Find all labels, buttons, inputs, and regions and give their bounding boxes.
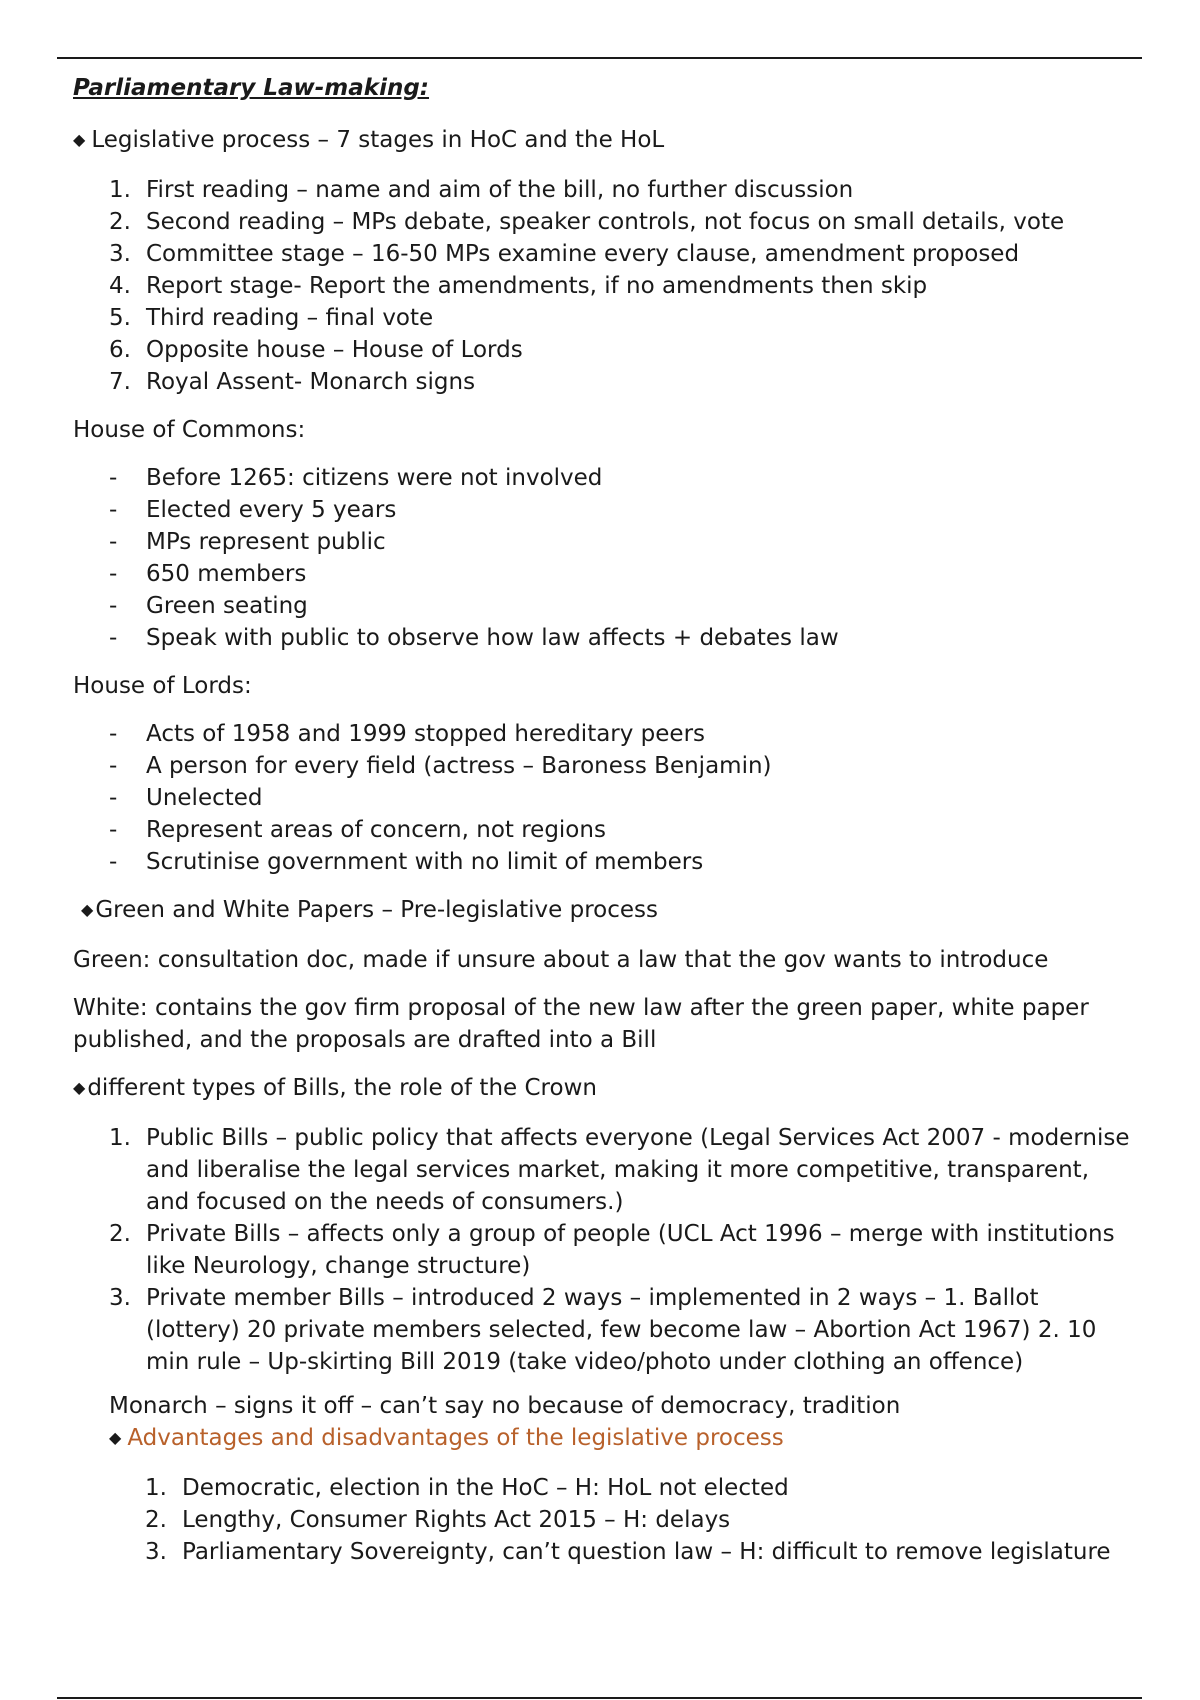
white-paper-text: White: contains the gov firm proposal of the new law after the green paper, white paper published, and the proposals are drafted into a Bill [73,995,1089,1053]
commons-heading: House of Commons: [73,417,306,443]
list-item: 4. Report stage- Report the amendments, if no amendments then skip [109,273,928,299]
black-diamond-icon: ◆ [73,130,86,149]
advantages-list [109,1472,1133,1568]
page-title: Parliamentary Law-making: [73,75,430,101]
section-papers [81,894,1133,928]
commons-list [73,462,1133,654]
bills-list [73,1122,1133,1378]
list-item: - A person for every field (actress – Baroness Benjamin) [109,753,772,779]
section-legislative-process [73,124,1133,158]
black-diamond-icon: ◆ [81,900,94,919]
list-item: - MPs represent public [109,529,386,555]
list-item: 2. Private Bills – affects only a group of people (UCL Act 1996 – merge with institutions like Neurology, change structure) [109,1221,1115,1279]
stages-list [73,174,1133,398]
list-item: - Represent areas of concern, not regions [109,817,606,843]
section-heading: Legislative process – 7 stages in HoC and the HoL [91,127,665,153]
section-heading: different types of Bills, the role of the Crown [87,1075,597,1101]
black-diamond-icon: ◆ [73,1078,86,1097]
top-rule [57,57,1142,59]
list-item: - Scrutinise government with no limit of members [109,849,704,875]
section-advantages [109,1422,1133,1456]
list-item: - Acts of 1958 and 1999 stopped hereditary peers [109,721,706,747]
section-heading: Green and White Papers – Pre-legislative process [95,897,659,923]
list-item: - Green seating [109,593,308,619]
list-item: 3. Committee stage – 16-50 MPs examine every clause, amendment proposed [109,241,1020,267]
list-item: - Before 1265: citizens were not involved [109,465,603,491]
list-item: 2. Lengthy, Consumer Rights Act 2015 – H: delays [145,1507,731,1533]
list-item: - 650 members [109,561,307,587]
list-item: - Unelected [109,785,263,811]
lords-heading: House of Lords: [73,673,252,699]
crown-section [109,1390,1133,1568]
bottom-rule [57,1697,1142,1699]
list-item: - Speak with public to observe how law affects + debates law [109,625,839,651]
list-item: 6. Opposite house – House of Lords [109,337,523,363]
list-item: 1. Democratic, election in the HoC – H: HoL not elected [145,1475,789,1501]
section-heading: Advantages and disadvantages of the legislative process [127,1425,784,1451]
list-item: 3. Private member Bills – introduced 2 ways – implemented in 2 ways – 1. Ballot (lottery) 20 private members selected, few become law – Abortion Act 1967) 2. 10 min rule – Up-skirting Bill 2019 (take video/photo under clothing an offence) [109,1285,1097,1375]
list-item: 3. Parliamentary Sovereignty, can’t question law – H: difficult to remove legislature [145,1539,1111,1565]
section-bills [73,1072,1133,1106]
green-paper-text: Green: consultation doc, made if unsure about a law that the gov wants to introduce [73,947,1049,973]
list-item: - Elected every 5 years [109,497,397,523]
list-item: 1. First reading – name and aim of the bill, no further discussion [109,177,854,203]
document-body [73,70,1133,1584]
list-item: 2. Second reading – MPs debate, speaker controls, not focus on small details, vote [109,209,1065,235]
list-item: 1. Public Bills – public policy that affects everyone (Legal Services Act 2007 - modernise and liberalise the legal services market, making it more competitive, transparent, and focused on the needs of consumers.) [109,1125,1130,1215]
black-diamond-icon: ◆ [109,1428,122,1447]
list-item: 7. Royal Assent- Monarch signs [109,369,476,395]
monarch-text: Monarch – signs it off – can’t say no because of democracy, tradition [109,1393,901,1419]
lords-list [73,718,1133,878]
list-item: 5. Third reading – final vote [109,305,434,331]
